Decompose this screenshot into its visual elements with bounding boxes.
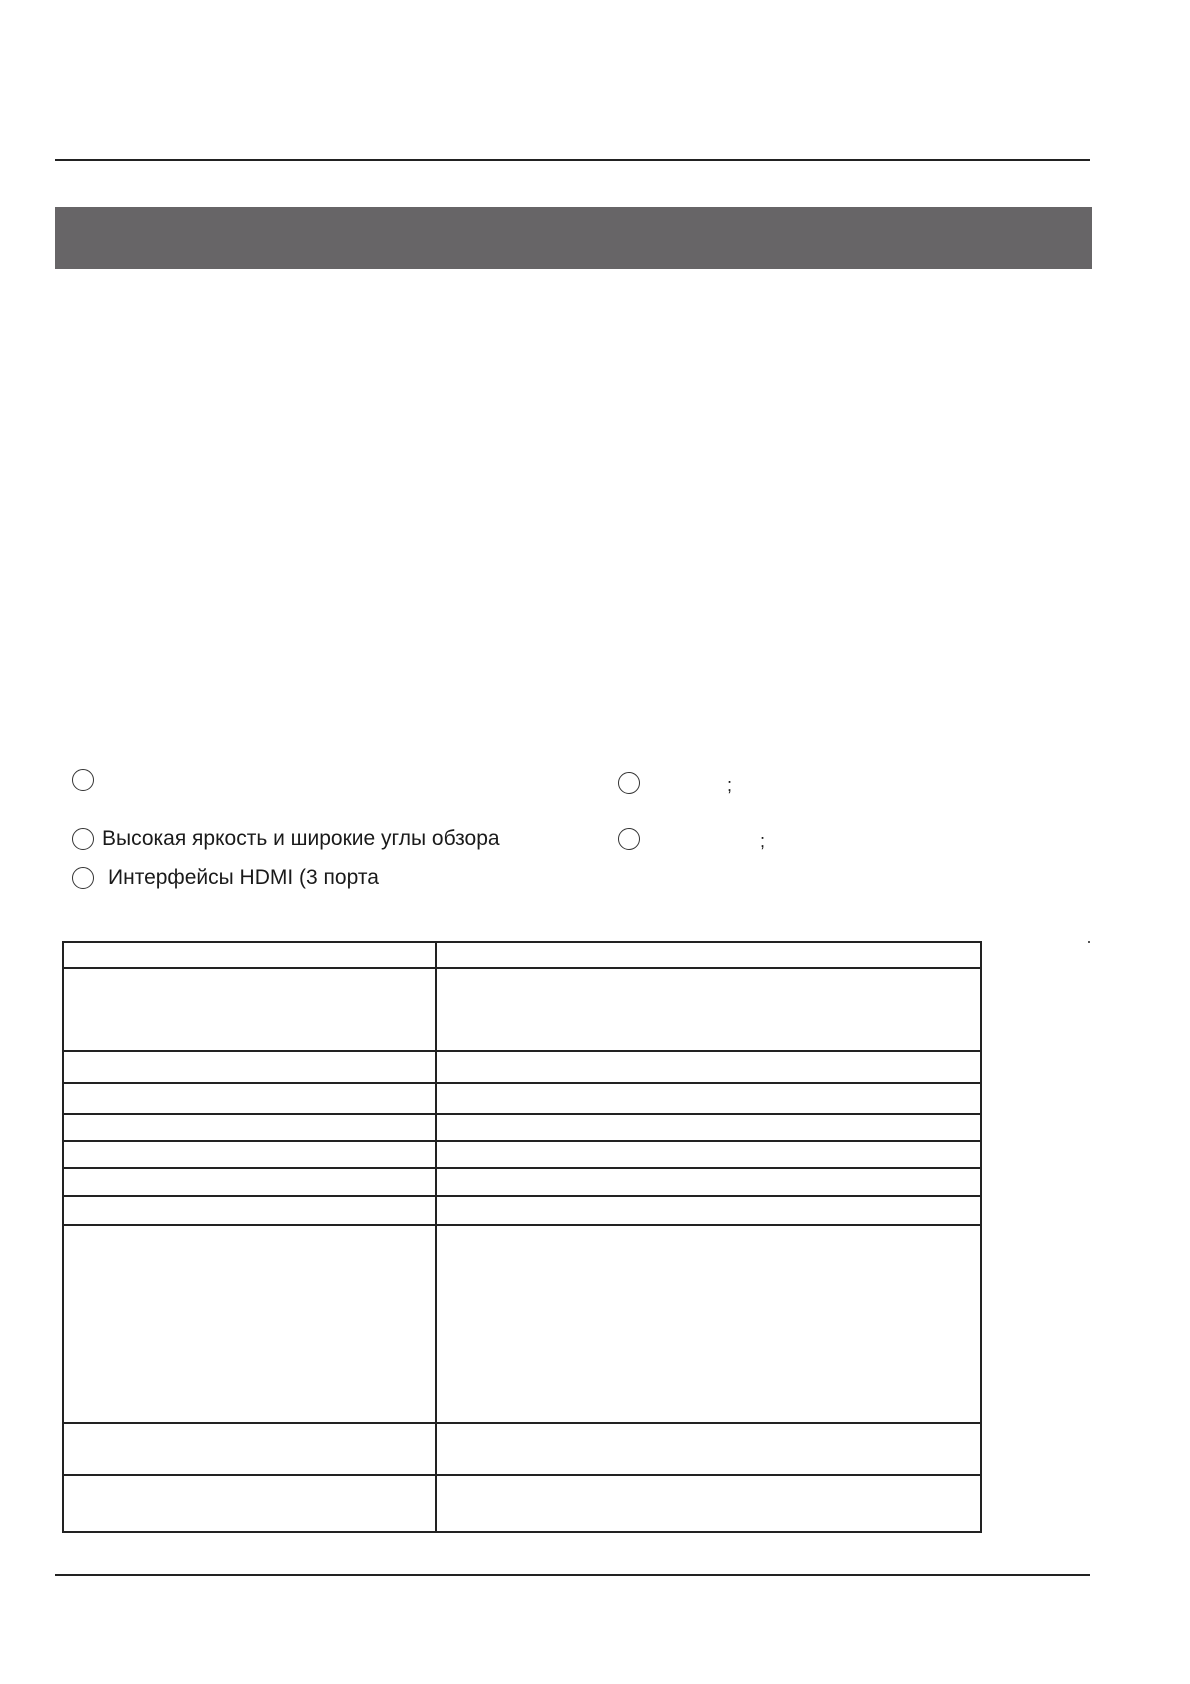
spec-table-row-divider	[62, 1195, 982, 1197]
bullet-circle-icon	[72, 828, 94, 850]
spec-table-row-divider	[62, 967, 982, 969]
bullet-circle-icon	[618, 772, 640, 794]
spec-table-column-divider	[435, 941, 437, 1533]
spec-table-row-divider	[62, 1140, 982, 1142]
footer-rule	[55, 1574, 1090, 1576]
spec-table-row-divider	[62, 1050, 982, 1052]
spec-table-row-divider	[62, 1474, 982, 1476]
spec-table-row-divider	[62, 1082, 982, 1084]
bullet-circle-icon	[618, 828, 640, 850]
spec-table-row-divider	[62, 1167, 982, 1169]
spec-table-frame	[62, 941, 982, 1533]
spec-table-row-divider	[62, 1113, 982, 1115]
stray-mark	[1088, 941, 1090, 943]
bullet-circle-icon	[72, 867, 94, 889]
section-title-banner	[55, 207, 1092, 269]
spec-table-row-divider	[62, 1422, 982, 1424]
bullet-circle-icon	[72, 769, 94, 791]
feature-item: Высокая яркость и широкие углы обзора	[102, 827, 500, 850]
header-rule	[55, 159, 1090, 161]
feature-separator: ;	[727, 775, 733, 795]
spec-table-row-divider	[62, 1224, 982, 1226]
feature-separator: ;	[760, 831, 766, 851]
feature-item: Интерфейсы HDMI (3 порта	[108, 866, 379, 889]
